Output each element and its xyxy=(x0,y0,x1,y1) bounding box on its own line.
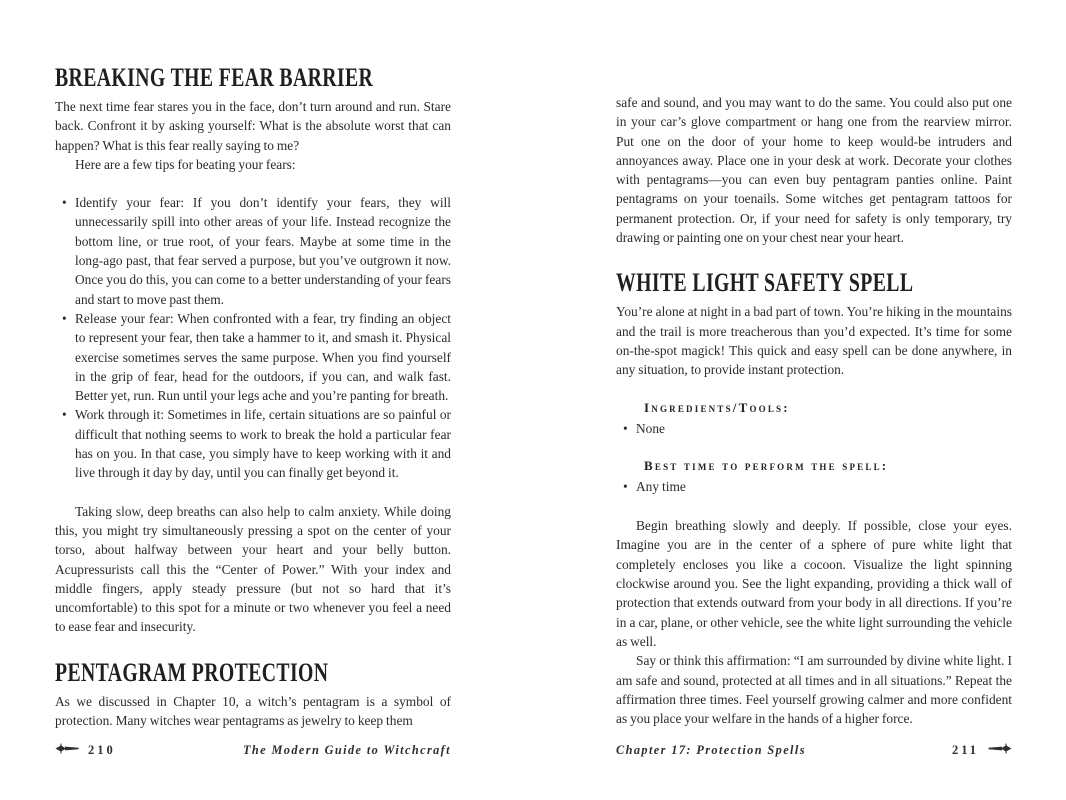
paragraph-spell-instructions: Begin breathing slowly and deeply. If possible, close your eyes. Imagine you are in the center of a sphere of pure white light that completely encloses you like a cocoon. Visualize the light spinning clockwise around you. See the light expanding, providing a thick wall of protection that extends outward from your body in all directions. If you’re in a car, plane, or other vehicle, see the white light surrounding the vehicle as well. xyxy=(616,518,1012,649)
list-item-text: Release your fear: When confronted with a fear, try finding an object to represent your fear, then take a hammer to it, and smash it. Physical exercise sometimes serves the same purpose. When you find yourself in the grip of fear, head for the outdoors, if you can, and walk fast. Better yet, run. Run until your legs ache and you’re panting for breath. xyxy=(75,310,451,404)
list-item xyxy=(616,419,1012,438)
subhead-ingredients: Ingredients/Tools: xyxy=(644,399,790,415)
paragraph-affirmation: Say or think this affirmation: “I am surrounded by divine white light. I am safe and sound, protected at all times and in all situations.” Repeat the affirmation three times. Feel yourself growing calmer and more confident as you place your welfare in the hands of a higher force. xyxy=(616,653,1012,727)
bullet-icon: • xyxy=(623,420,628,436)
paragraph-pentagram-continued: safe and sound, and you may want to do the same. You could also put one in your car’s glove compartment or hang one from the rearview mirror. Put one on the door of your home to keep would-be intruders and annoyances away. Place one in your desk at work. Decorate your clothes with pentagrams—you can even buy pentagram panties online. Paint pentagrams on your toenails. Some witches get pentagram tattoos for permanent protection. Or, if your need for safety is only temporary, try drawing or painting one on your chest near your heart. xyxy=(616,95,1012,246)
section-heading-text: PENTAGRAM PROTECTION xyxy=(55,657,329,687)
paragraph-pentagram: As we discussed in Chapter 10, a witch’s pentagram is a symbol of protection. Many witches wear pentagrams as jewelry to keep them xyxy=(55,693,451,729)
page-number: 210 xyxy=(88,743,116,757)
bullet-icon: • xyxy=(62,407,67,423)
page-left xyxy=(55,0,451,800)
running-book-title: The Modern Guide to Witchcraft xyxy=(242,743,451,757)
list-item-text: Work through it: Sometimes in life, certain situations are so painful or difficult that nothing seems to work to break the hold a particular fear has on you. In that case, you simply have to keep working with it and live through it day by day, until you can finally get beyond it. xyxy=(75,407,451,481)
list-item-text: None xyxy=(636,420,666,436)
paragraph-spell-intro: You’re alone at night in a bad part of town. You’re hiking in the mountains and the trail is more treacherous than you’d expected. It’s time for some on-the-spot magick! This quick and easy spell can be done anywhere, in any situation, to provide instant protection. xyxy=(616,304,1012,378)
list-item-text: Identify your fear: If you don’t identify your fears, they will unnecessarily spill into other areas of your life. Instead recognize the bottom line, or true root, of your fears. Maybe at some time in the long-ago past, that fear served a purpose, but you’ve outgrown it now. Once you do this, you can come to a better understanding of your fears and start to move past them. xyxy=(75,195,451,307)
paragraph-breathing: Taking slow, deep breaths can also help to calm anxiety. While doing this, you might try simultaneously pressing a spot on the center of your torso, about halfway between your heart and your belly button. Acupressurists call this the “Center of Power.” With your index and middle fingers, apply steady pressure (but not so hard that it’s uncomfortable) to this spot for a minute or two whenever you feel a need to ease fear and insecurity. xyxy=(55,503,451,635)
section-heading-white-light xyxy=(616,269,1012,296)
bullet-icon: • xyxy=(62,195,67,211)
footer-page-group xyxy=(952,743,1012,758)
list-item xyxy=(55,193,451,309)
arrow-ornament-right-icon xyxy=(988,743,1012,758)
fear-tips-list xyxy=(55,193,451,482)
bullet-icon: • xyxy=(62,310,67,326)
section-heading-text: BREAKING THE FEAR BARRIER xyxy=(55,63,374,92)
running-chapter-title: Chapter 17: Protection Spells xyxy=(616,743,806,757)
section-heading-pentagram xyxy=(55,659,451,686)
paragraph-tips-lead: Here are a few tips for beating your fears: xyxy=(75,156,296,172)
section-heading-breaking-fear xyxy=(55,64,451,91)
list-item xyxy=(616,477,1012,496)
list-item xyxy=(55,309,451,405)
bullet-icon: • xyxy=(623,478,628,494)
page-number: 211 xyxy=(951,743,979,757)
footer-page-group xyxy=(55,743,116,758)
subhead-best-time: Best time to perform the spell: xyxy=(644,457,889,473)
paragraph-intro: The next time fear stares you in the face, don’t turn around and run. Stare back. Confront it by asking yourself: What is the absolute worst that can happen? What is this fear really saying to me? xyxy=(55,99,451,153)
footer-left xyxy=(55,743,451,758)
list-item-text: Any time xyxy=(636,478,686,494)
page-right xyxy=(616,0,1012,800)
list-item xyxy=(55,405,451,482)
section-heading-text: WHITE LIGHT SAFETY SPELL xyxy=(616,268,914,298)
arrow-ornament-left-icon xyxy=(55,743,79,758)
footer-right xyxy=(616,743,1012,758)
